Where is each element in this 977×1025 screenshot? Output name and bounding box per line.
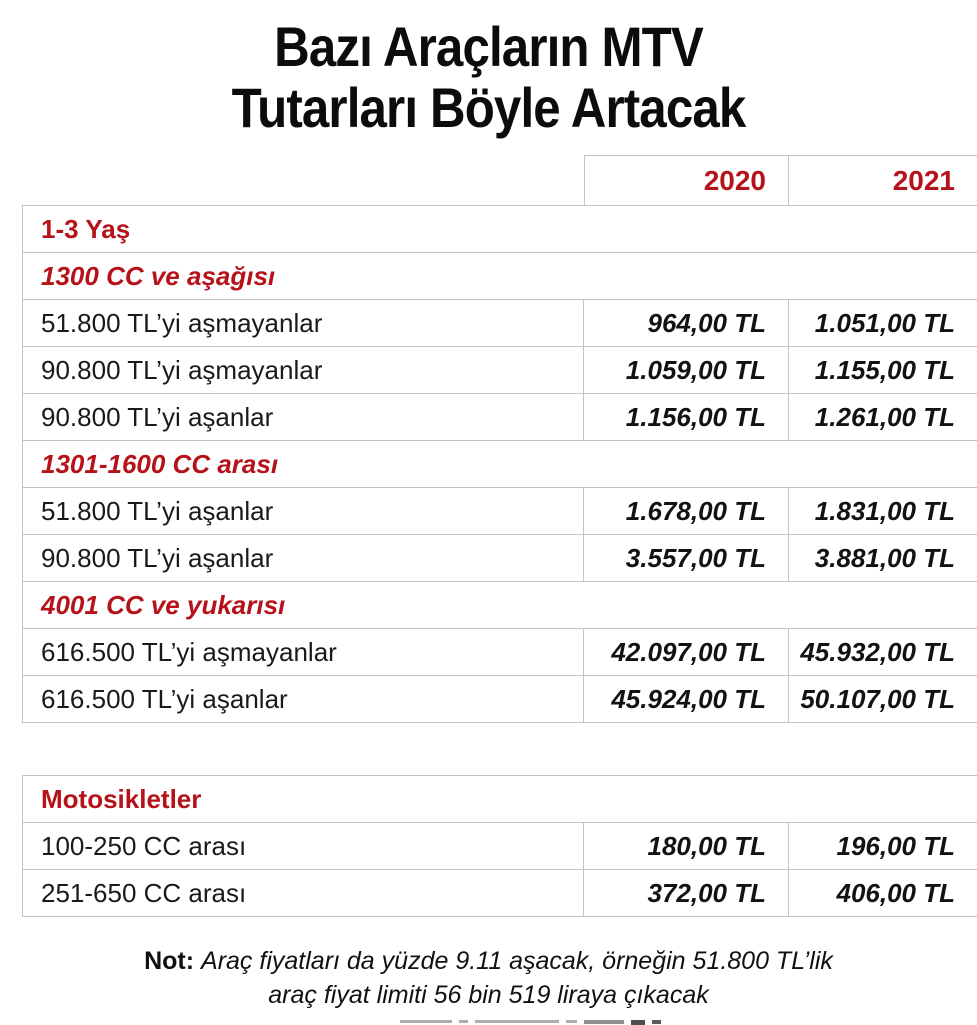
value-2020: 45.924,00 TL (583, 676, 788, 722)
table-row (23, 488, 977, 535)
section-row-motorcycles (23, 776, 977, 823)
row-label: 90.800 TL’yi aşanlar (41, 401, 274, 432)
section-row-age (23, 206, 977, 253)
section-row-1300cc (23, 253, 977, 300)
value-2021: 406,00 TL (788, 870, 977, 916)
section-label: 1300 CC ve aşağısı (41, 260, 276, 291)
page-title-line1: Bazı Araçların MTV (274, 15, 703, 78)
row-label: 616.500 TL’yi aşmayanlar (41, 636, 337, 667)
value-2021: 1.051,00 TL (788, 300, 977, 346)
value-2021: 45.932,00 TL (788, 629, 977, 675)
row-label: 90.800 TL’yi aşanlar (41, 542, 274, 573)
value-2020: 180,00 TL (583, 823, 788, 869)
column-header-2021: 2021 (788, 156, 977, 205)
value-2021: 50.107,00 TL (788, 676, 977, 722)
row-label: 100-250 CC arası (41, 830, 247, 861)
table-row (23, 347, 977, 394)
value-2020: 1.059,00 TL (583, 347, 788, 393)
column-header-2020: 2020 (703, 164, 766, 196)
value-2020: 964,00 TL (583, 300, 788, 346)
section-row-1301-1600cc (23, 441, 977, 488)
motorcycle-table (22, 775, 977, 917)
year-header-row (584, 155, 977, 205)
cut-off-text-fragment (400, 1020, 661, 1025)
section-label: Motosikletler (41, 783, 202, 814)
value-2020: 1.678,00 TL (583, 488, 788, 534)
table-row (23, 676, 977, 723)
row-label: 51.800 TL’yi aşmayanlar (41, 307, 323, 338)
value-2020: 372,00 TL (583, 870, 788, 916)
table-row (23, 394, 977, 441)
vehicle-mtv-table (22, 205, 977, 723)
footnote (0, 944, 977, 1012)
value-2020: 1.156,00 TL (583, 394, 788, 440)
table-row (23, 535, 977, 582)
section-label: 1-3 Yaş (41, 213, 131, 244)
row-label: 616.500 TL’yi aşanlar (41, 683, 288, 714)
page-title (59, 16, 919, 138)
value-2021: 1.831,00 TL (788, 488, 977, 534)
value-2020: 3.557,00 TL (583, 535, 788, 581)
footnote-text1: Araç fiyatları da yüzde 9.11 aşacak, örneğin 51.800 TL’lik (201, 947, 833, 975)
value-2021: 196,00 TL (788, 823, 977, 869)
value-2021: 1.261,00 TL (788, 394, 977, 440)
footnote-line1 (0, 944, 977, 978)
section-label: 1301-1600 CC arası (41, 448, 279, 479)
table-row (23, 300, 977, 347)
footnote-prefix: Not: (144, 947, 195, 975)
section-label: 4001 CC ve yukarısı (41, 589, 286, 620)
value-2020: 42.097,00 TL (583, 629, 788, 675)
row-label: 90.800 TL’yi aşmayanlar (41, 354, 323, 385)
row-label: 251-650 CC arası (41, 877, 247, 908)
value-2021: 1.155,00 TL (788, 347, 977, 393)
page-title-line2: Tutarları Böyle Artacak (231, 76, 746, 139)
footnote-text2: araç fiyat limiti 56 bin 519 liraya çıkacak (268, 981, 709, 1009)
table-row (23, 823, 977, 870)
row-label: 51.800 TL’yi aşanlar (41, 495, 274, 526)
table-row (23, 629, 977, 676)
table-row (23, 870, 977, 917)
value-2021: 3.881,00 TL (788, 535, 977, 581)
section-row-4001cc (23, 582, 977, 629)
